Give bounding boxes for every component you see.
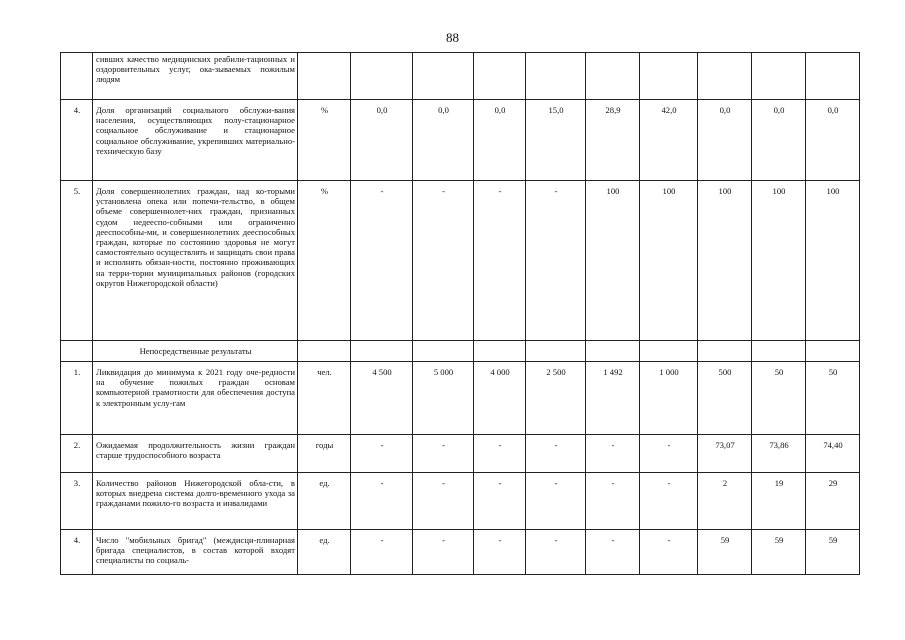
row-number-cell: 2. bbox=[61, 435, 93, 473]
table-row bbox=[61, 435, 860, 473]
value-cell: - bbox=[474, 530, 526, 575]
table-row bbox=[61, 362, 860, 435]
empty-cell bbox=[698, 341, 752, 362]
row-number-cell bbox=[61, 53, 93, 100]
value-cell: 0,0 bbox=[806, 100, 860, 181]
row-number-cell bbox=[61, 341, 93, 362]
row-number-cell: 4. bbox=[61, 100, 93, 181]
indicator-description: Количество районов Нижегородской обла-сти, в которых внедрена система долго-временного ухода за гражданами пожило-го возраста и инвалидами bbox=[93, 473, 298, 530]
value-cell: - bbox=[413, 473, 474, 530]
value-cell: 4 500 bbox=[351, 362, 413, 435]
value-cell: - bbox=[474, 473, 526, 530]
value-cell: - bbox=[526, 435, 586, 473]
row-number-cell: 1. bbox=[61, 362, 93, 435]
value-cell: 1 492 bbox=[586, 362, 640, 435]
value-cell: 29 bbox=[806, 473, 860, 530]
empty-cell bbox=[806, 341, 860, 362]
value-cell: - bbox=[526, 473, 586, 530]
section-heading: Непосредственные результаты bbox=[93, 341, 298, 362]
empty-cell bbox=[351, 341, 413, 362]
value-cell: 2 500 bbox=[526, 362, 586, 435]
table-row bbox=[61, 473, 860, 530]
value-cell: 1 000 bbox=[640, 362, 698, 435]
value-cell: 59 bbox=[806, 530, 860, 575]
value-cell: 0,0 bbox=[351, 100, 413, 181]
value-cell: - bbox=[640, 435, 698, 473]
value-cell: - bbox=[351, 181, 413, 341]
indicator-description: Число "мобильных бригад" (междисци-плинарная бригада специалистов, в состав которой входят специалисты по социаль- bbox=[93, 530, 298, 575]
value-cell: 100 bbox=[752, 181, 806, 341]
value-cell bbox=[474, 53, 526, 100]
value-cell bbox=[806, 53, 860, 100]
value-cell: 5 000 bbox=[413, 362, 474, 435]
value-cell: 0,0 bbox=[474, 100, 526, 181]
indicator-description: Ликвидация до минимума к 2021 году оче-редности на обучение пожилых граждан основам компьютерной грамотности для обеспечения доступа к электронным услу-гам bbox=[93, 362, 298, 435]
table-row bbox=[61, 181, 860, 341]
value-cell: - bbox=[351, 473, 413, 530]
table-row bbox=[61, 341, 860, 362]
value-cell: 15,0 bbox=[526, 100, 586, 181]
indicator-description: Доля совершеннолетних граждан, над ко-торыми установлена опека или попечи-тельство, в общем объеме совершеннолет-них граждан, признанных судом недееспо-собными или ограниченно дееспособны-ми, и совершеннолетних дееспособных граждан, которые по состоянию здоровья не могут самостоятельно осуществлять и защищать свои права и исполнять обязан-ности, постоянно проживающих на терри-тории муниципальных районов (городских округов Нижегородской области) bbox=[93, 181, 298, 341]
value-cell: 73,86 bbox=[752, 435, 806, 473]
unit-cell: чел. bbox=[298, 362, 351, 435]
value-cell: 59 bbox=[752, 530, 806, 575]
value-cell: 4 000 bbox=[474, 362, 526, 435]
value-cell: 0,0 bbox=[698, 100, 752, 181]
value-cell: 100 bbox=[806, 181, 860, 341]
value-cell: - bbox=[586, 530, 640, 575]
value-cell bbox=[526, 53, 586, 100]
value-cell: - bbox=[526, 181, 586, 341]
indicators-table bbox=[60, 52, 860, 575]
value-cell: 500 bbox=[698, 362, 752, 435]
empty-cell bbox=[586, 341, 640, 362]
empty-cell bbox=[413, 341, 474, 362]
value-cell: - bbox=[586, 473, 640, 530]
unit-cell bbox=[298, 53, 351, 100]
empty-cell bbox=[298, 341, 351, 362]
value-cell: 0,0 bbox=[752, 100, 806, 181]
value-cell: 73,07 bbox=[698, 435, 752, 473]
value-cell: 2 bbox=[698, 473, 752, 530]
value-cell: 42,0 bbox=[640, 100, 698, 181]
value-cell: - bbox=[586, 435, 640, 473]
unit-cell: ед. bbox=[298, 473, 351, 530]
unit-cell: ед. bbox=[298, 530, 351, 575]
value-cell: 59 bbox=[698, 530, 752, 575]
value-cell: 50 bbox=[806, 362, 860, 435]
value-cell: 28,9 bbox=[586, 100, 640, 181]
value-cell: - bbox=[640, 473, 698, 530]
value-cell: - bbox=[474, 181, 526, 341]
empty-cell bbox=[474, 341, 526, 362]
page-number: 88 bbox=[446, 30, 459, 45]
row-number-cell: 4. bbox=[61, 530, 93, 575]
empty-cell bbox=[752, 341, 806, 362]
value-cell: 100 bbox=[640, 181, 698, 341]
unit-cell: % bbox=[298, 181, 351, 341]
value-cell: 74,40 bbox=[806, 435, 860, 473]
value-cell: - bbox=[640, 530, 698, 575]
value-cell bbox=[351, 53, 413, 100]
empty-cell bbox=[640, 341, 698, 362]
value-cell bbox=[698, 53, 752, 100]
unit-cell: % bbox=[298, 100, 351, 181]
value-cell: - bbox=[474, 435, 526, 473]
empty-cell bbox=[526, 341, 586, 362]
value-cell: 50 bbox=[752, 362, 806, 435]
value-cell bbox=[640, 53, 698, 100]
value-cell bbox=[752, 53, 806, 100]
indicator-description: сивших качество медицинских реабили-тационных и оздоровительных услуг, ока-зываемых пожилым людям bbox=[93, 53, 298, 100]
row-number-cell: 3. bbox=[61, 473, 93, 530]
value-cell: 0,0 bbox=[413, 100, 474, 181]
row-number-cell: 5. bbox=[61, 181, 93, 341]
indicator-description: Ожидаемая продолжительность жизни граждан старше трудоспособного возраста bbox=[93, 435, 298, 473]
unit-cell: годы bbox=[298, 435, 351, 473]
value-cell: - bbox=[351, 530, 413, 575]
value-cell bbox=[413, 53, 474, 100]
table-row bbox=[61, 100, 860, 181]
value-cell: - bbox=[413, 530, 474, 575]
value-cell: 100 bbox=[698, 181, 752, 341]
value-cell: - bbox=[413, 435, 474, 473]
value-cell: 100 bbox=[586, 181, 640, 341]
value-cell: - bbox=[413, 181, 474, 341]
indicator-description: Доля организаций социального обслужи-вания населения, осуществляющих полу-стационарное социальное обслуживание и стационарное социальное обслуживание, укрепивших материально-техническую базу bbox=[93, 100, 298, 181]
table-row bbox=[61, 530, 860, 575]
value-cell: - bbox=[526, 530, 586, 575]
table-row bbox=[61, 53, 860, 100]
value-cell: 19 bbox=[752, 473, 806, 530]
value-cell: - bbox=[351, 435, 413, 473]
value-cell bbox=[586, 53, 640, 100]
